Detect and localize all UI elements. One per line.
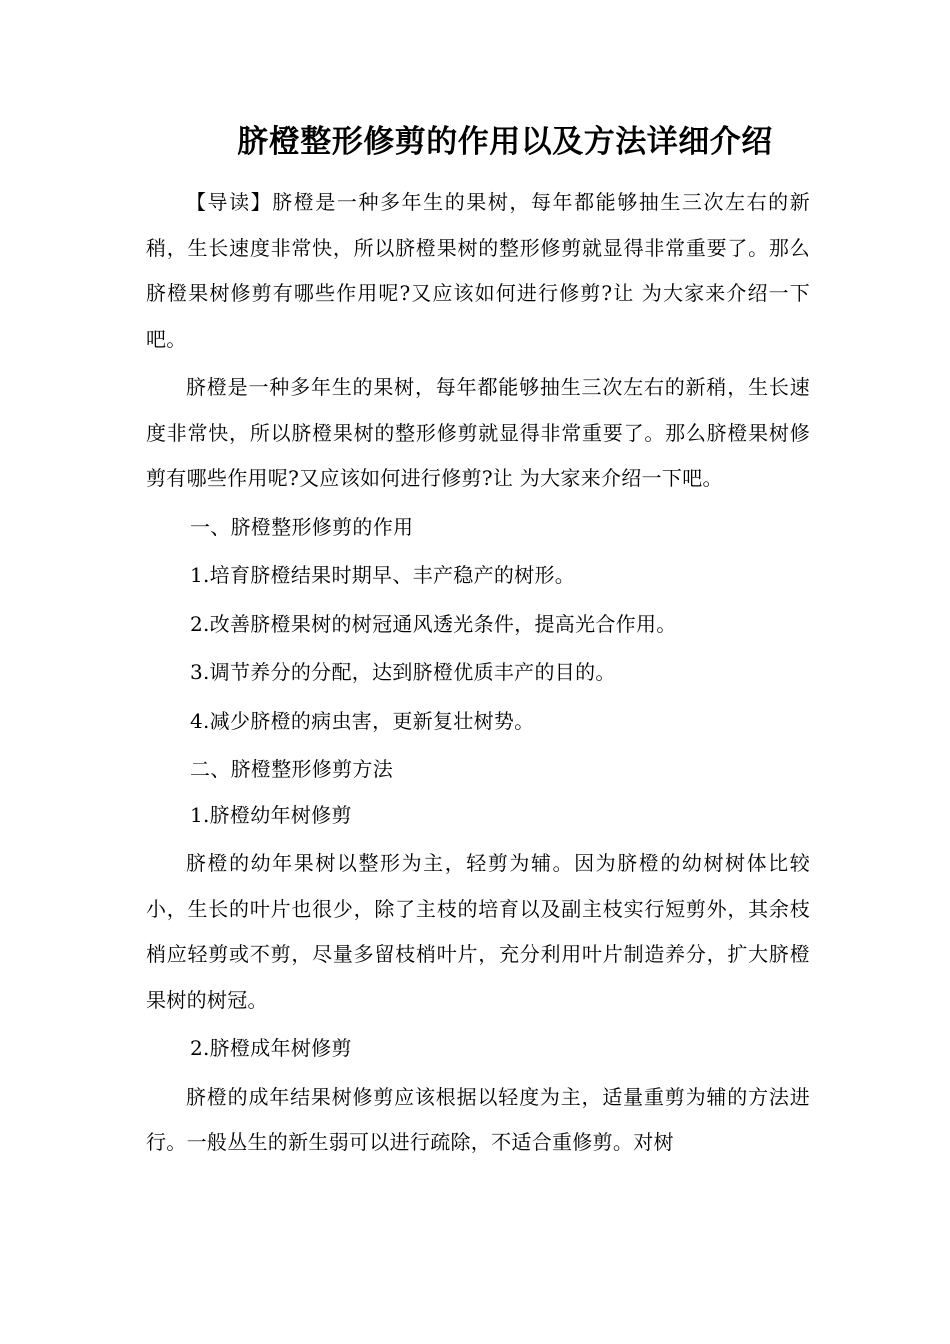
- document-title: 脐橙整形修剪的作用以及方法详细介绍: [237, 124, 773, 160]
- intro-paragraph: 【导读】脐橙是一种多年生的果树，每年都能够抽生三次左右的新稍，生长速度非常快，所以脐橙果树的整形修剪就显得非常重要了。那么脐橙果树修剪有哪些作用呢?又应该如何进行修剪?让 为大家来介绍一下吧。: [146, 190, 810, 351]
- subsection-heading: 2.脐橙成年树修剪: [190, 1036, 352, 1060]
- list-item: 2.改善脐橙果树的树冠通风透光条件，提高光合作用。: [190, 611, 677, 636]
- subsection-heading: 1.脐橙幼年树修剪: [190, 802, 352, 827]
- section-heading: 一、脐橙整形修剪的作用: [190, 514, 414, 539]
- section-heading: 二、脐橙整形修剪方法: [190, 757, 393, 781]
- list-item: 3.调节养分的分配，达到脐橙优质丰产的目的。: [190, 660, 616, 684]
- document-body: [146, 180, 810, 1166]
- body-paragraph: 脐橙的成年结果树修剪应该根据以轻度为主，适量重剪为辅的方法进行。一般丛生的新生弱可以进行疏除，不适合重修剪。对树: [146, 1084, 810, 1154]
- body-paragraph: 脐橙是一种多年生的果树，每年都能够抽生三次左右的新稍，生长速度非常快，所以脐橙果树的整形修剪就显得非常重要了。那么脐橙果树修剪有哪些作用呢?又应该如何进行修剪?让 为大家来介绍一下吧。: [146, 375, 810, 490]
- body-paragraph: 脐橙的幼年果树以整形为主，轻剪为辅。因为脐橙的幼树树体比较小，生长的叶片也很少，除了主枝的培育以及副主枝实行短剪外，其余枝梢应轻剪或不剪，尽量多留枝梢叶片，充分利用叶片制造养分，扩大脐橙果树的树冠。: [146, 851, 810, 1012]
- list-item: 4.减少脐橙的病虫害，更新复壮树势。: [190, 708, 535, 733]
- list-item: 1.培育脐橙结果时期早、丰产稳产的树形。: [190, 563, 576, 587]
